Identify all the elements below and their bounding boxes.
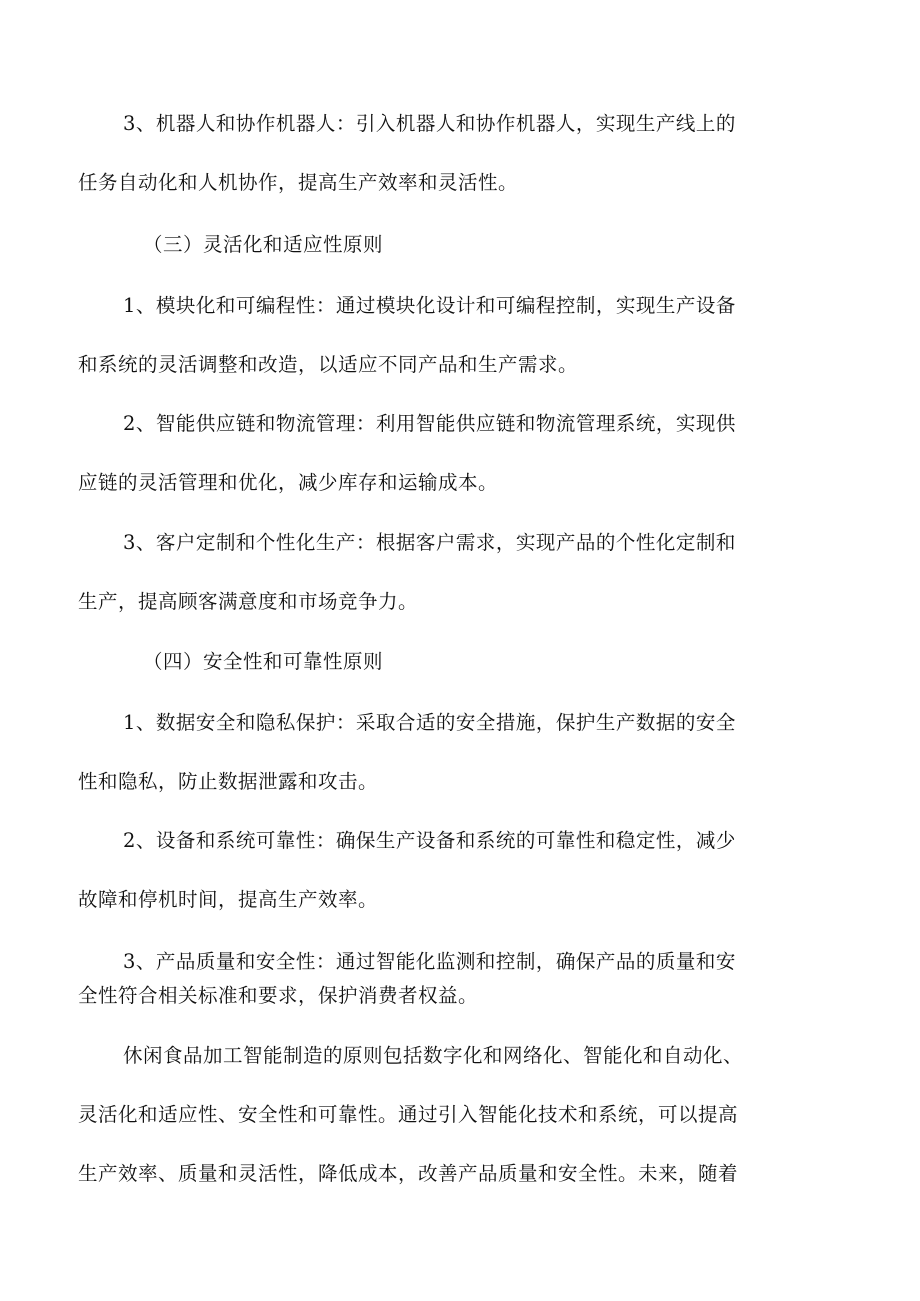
section-heading-flexibility (78, 231, 842, 259)
paragraph-line: 1、数据安全和隐私保护：采取合适的安全措施，保护生产数据的安全 (123, 711, 736, 734)
paragraph-line: 生产效率、质量和灵活性，降低成本，改善产品质量和安全性。未来，随着 (78, 1162, 739, 1185)
paragraph-line: 2、设备和系统可靠性：确保生产设备和系统的可靠性和稳定性，减少 (123, 829, 736, 852)
section-heading: （四）安全性和可靠性原则 (143, 650, 384, 673)
paragraph-line: 全性符合相关标准和要求，保护消费者权益。 (78, 984, 479, 1007)
paragraph-reliability (78, 827, 842, 914)
paragraph-line: 2、智能供应链和物流管理：利用智能供应链和物流管理系统，实现供 (123, 412, 736, 435)
paragraph-line: 3、产品质量和安全性：通过智能化监测和控制，确保产品的质量和安 (123, 950, 736, 973)
paragraph-line: 1、模块化和可编程性：通过模块化设计和可编程控制，实现生产设备 (123, 294, 736, 317)
paragraph-robots (78, 110, 842, 197)
paragraph-product-quality (78, 948, 842, 1010)
paragraph-line: 和系统的灵活调整和改造，以适应不同产品和生产需求。 (78, 353, 579, 376)
paragraph-line: 应链的灵活管理和优化，减少库存和运输成本。 (78, 471, 499, 494)
paragraph-line: 生产，提高顾客满意度和市场竞争力。 (78, 590, 419, 613)
paragraph-line: 任务自动化和人机协作，提高生产效率和灵活性。 (78, 171, 519, 194)
paragraph-data-security (78, 709, 842, 796)
paragraph-line: 休闲食品加工智能制造的原则包括数字化和网络化、智能化和自动化、 (123, 1044, 744, 1067)
paragraph-modular (78, 292, 842, 379)
paragraph-supply-chain (78, 410, 842, 497)
paragraph-line: 3、机器人和协作机器人：引入机器人和协作机器人，实现生产线上的 (123, 112, 736, 135)
paragraph-line: 灵活化和适应性、安全性和可靠性。通过引入智能化技术和系统，可以提高 (78, 1103, 739, 1126)
paragraph-summary (78, 1042, 842, 1188)
paragraph-customization (78, 529, 842, 616)
section-heading-safety (78, 648, 842, 676)
paragraph-line: 性和隐私，防止数据泄露和攻击。 (78, 770, 379, 793)
section-heading: （三）灵活化和适应性原则 (143, 233, 384, 256)
paragraph-line: 故障和停机时间，提高生产效率。 (78, 888, 379, 911)
paragraph-line: 3、客户定制和个性化生产：根据客户需求，实现产品的个性化定制和 (123, 531, 736, 554)
